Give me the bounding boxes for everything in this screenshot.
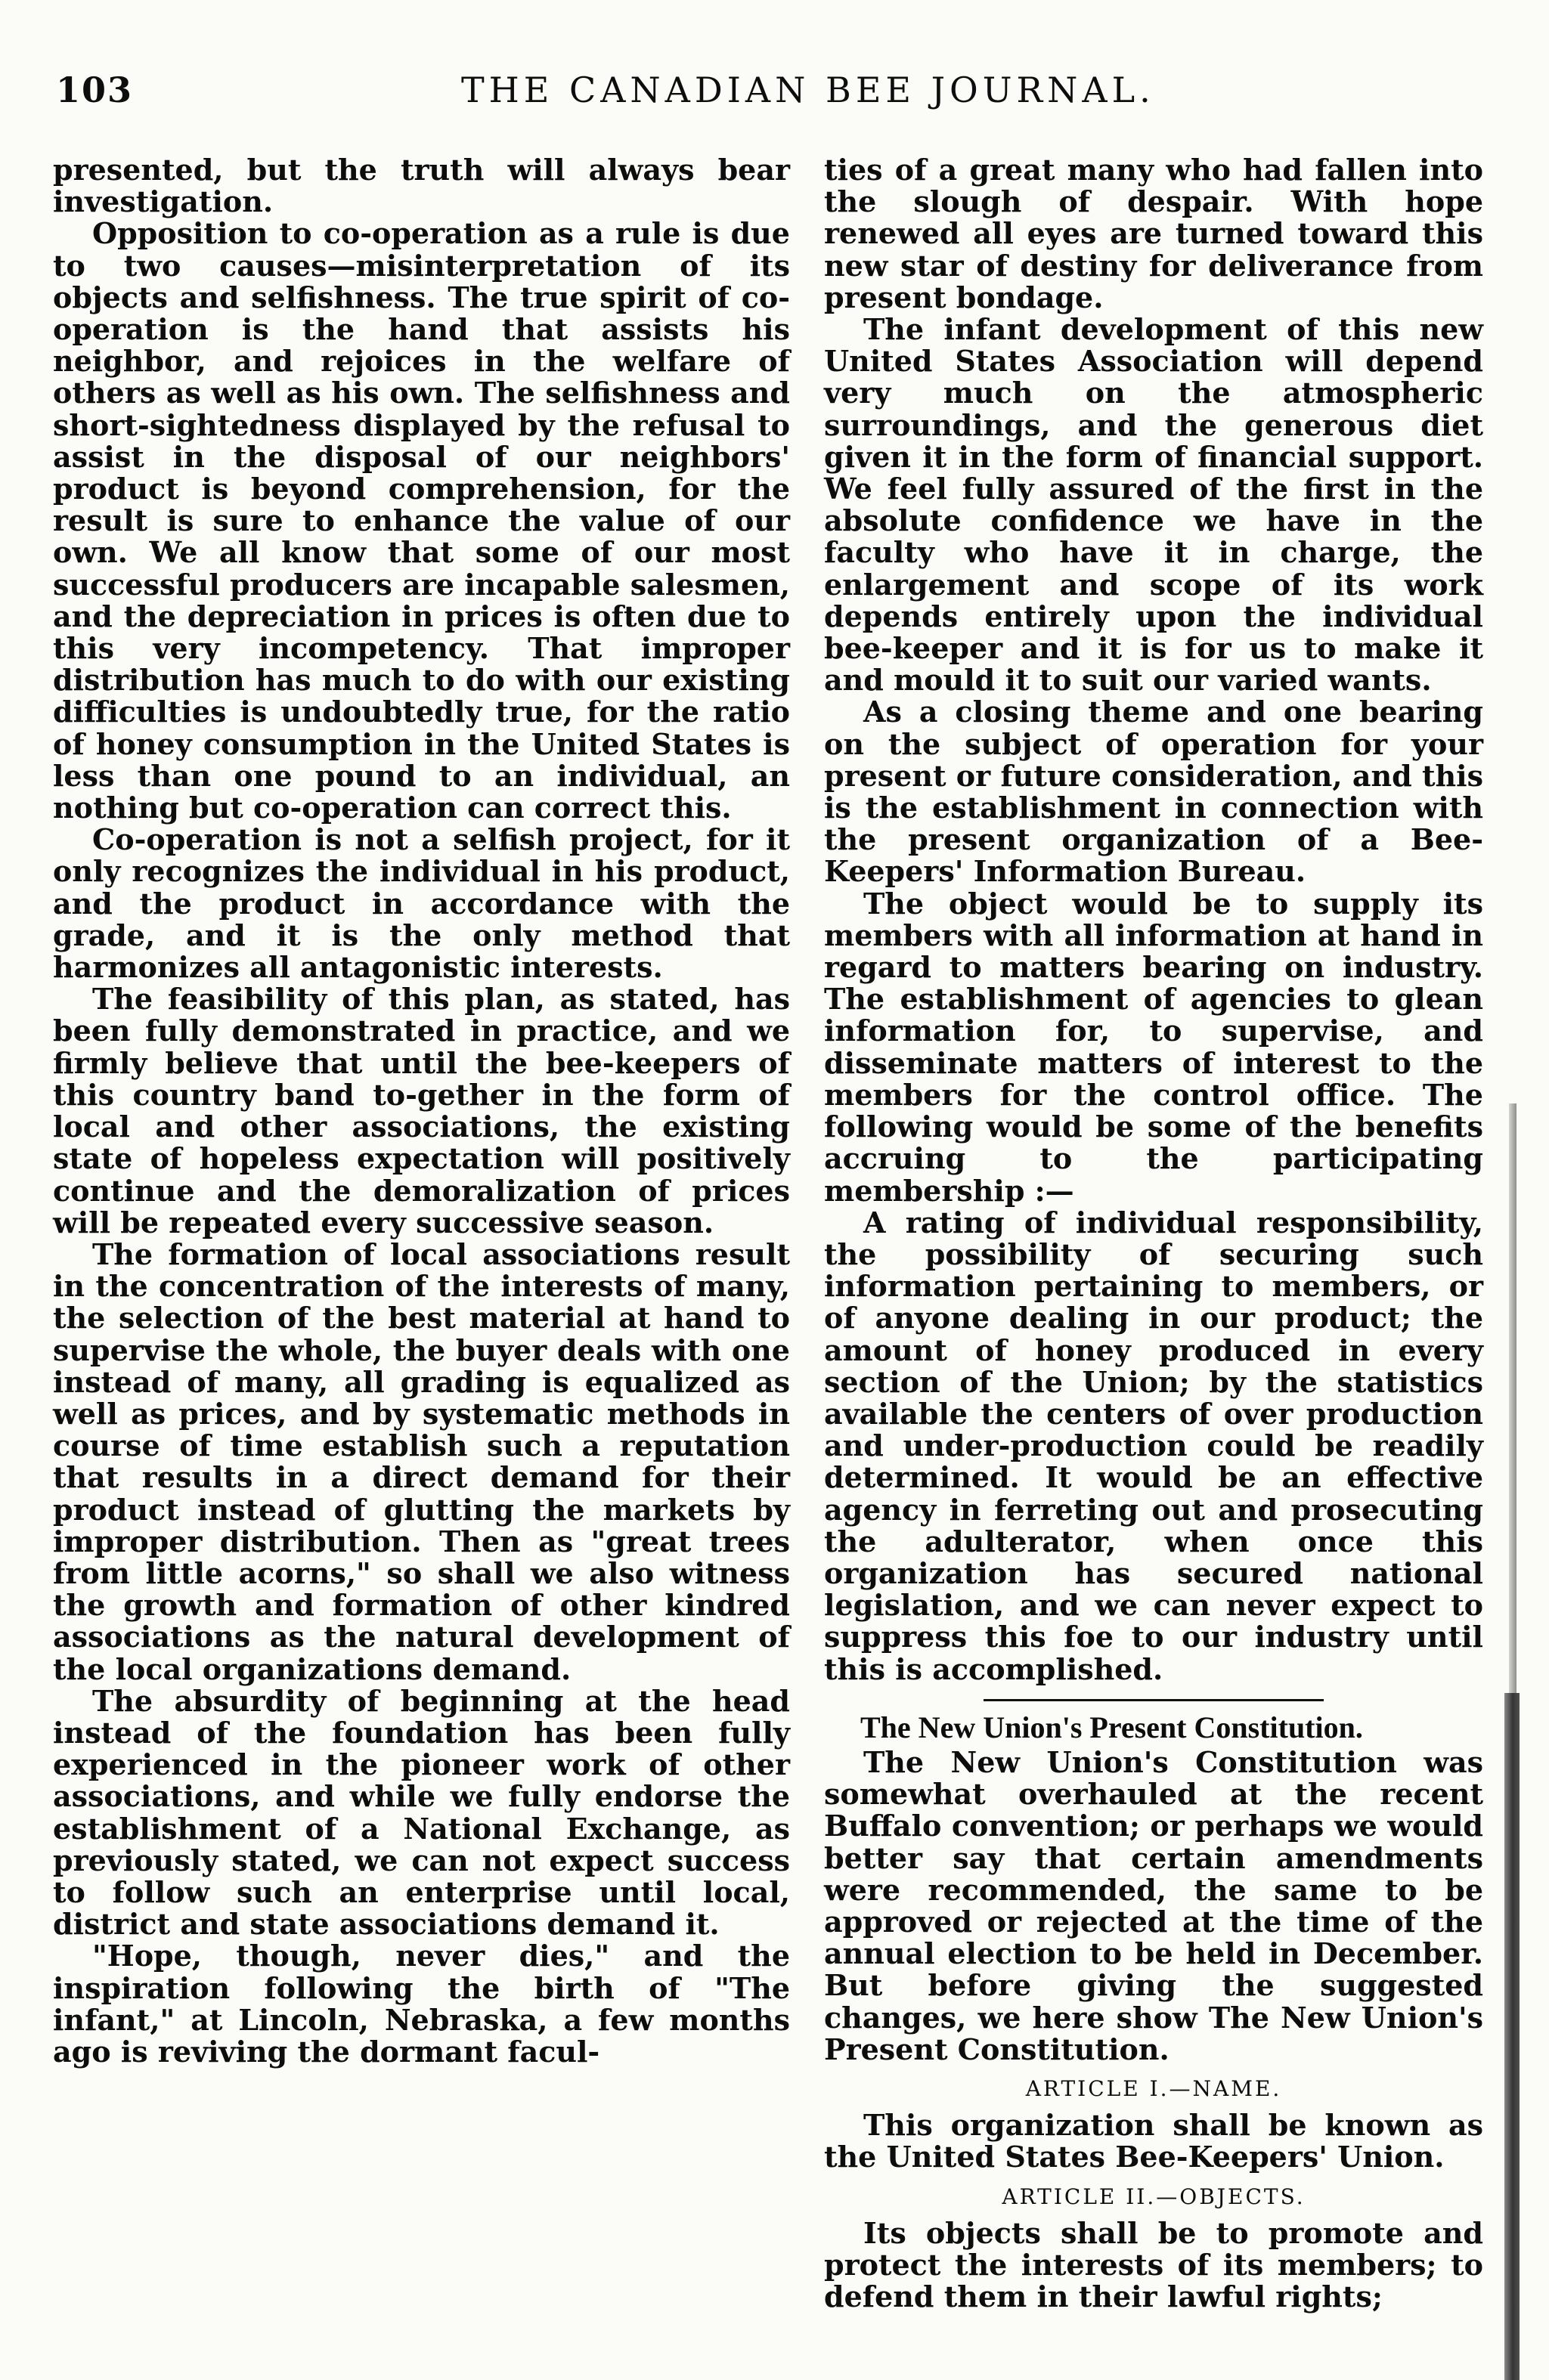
paragraph: ties of a great many who had fallen into the slough of despair. With hope renewed all eyes are turned toward this new star of destiny for deliverance from present bondage. — [824, 153, 1483, 314]
paragraph: A rating of individual responsibility, the possibility of securing such information pertaining to members, or of anyone dealing in our product; the amount of honey produced in every section of the Union; by the statistics available the centers of over production and under-production could be readily determined. It would be an effective agency in ferreting out and prosecuting the adulterator, when once this organization has secured national legislation, and we can never expect to suppress this foe to our industry until this is accomplished. — [824, 1205, 1483, 1686]
paragraph: The feasibility of this plan, as stated, has been fully demonstrated in practice, and we firmly believe that until the bee-keepers of this country band to-gether in the form of local and other associations, the existing state of hopeless expectation will positively continue and the demoralization of prices will be repeated every successive season. — [53, 982, 790, 1240]
article-heading: ARTICLE II.—OBJECTS. — [1002, 2183, 1306, 2209]
paragraph: Co-operation is not a selfish project, for it only recognizes the individual in his product, and the product in accordance with the grade, and it is the only method that harmonizes all antagonistic interests. — [53, 822, 790, 985]
paragraph: The formation of local associations result in the concentration of the interests of many, the selection of the best material at hand to supervise the whole, the buyer deals with one instead of many, all grading is equalized as well as prices, and by systematic methods in course of time establish such a reputation that results in a direct demand for their product instead of glutting the markets by improper distribution. Then as "great trees from little acorns," so shall we also witness the growth and formation of other kindred associations as the natural development of the local organizations demand. — [53, 1236, 790, 1686]
paragraph: presented, but the truth will always bear investigation. — [53, 153, 790, 219]
paragraph: The object would be to supply its members with all information at hand in regard to matters bearing on industry. The establishment of agencies to glean information for, to supervise, and disseminate matters of interest to the members for the control office. The following would be some of the benefits accruing to the participating membership :— — [824, 886, 1483, 1208]
article-heading: ARTICLE I.—NAME. — [1025, 2075, 1282, 2101]
page-number: 103 — [56, 70, 134, 110]
paragraph: The infant development of this new United States Association will depend very much on the atmospheric surroundings, and the generous diet given it in the form of financial support. We feel fully assured of the first in the absolute confidence we have in the faculty who have it in charge, the enlargement and scope of its work depends entirely upon the individual bee-keeper and it is for us to make it and mould it to suit our varied wants. — [824, 312, 1483, 698]
page-edge-shadow — [1509, 1103, 1516, 1693]
running-head — [0, 70, 1549, 122]
right-column — [824, 154, 1483, 2313]
left-column — [53, 154, 790, 2068]
section-divider — [984, 1699, 1324, 1701]
paragraph: Its objects shall be to promote and protect the interests of its members; to defend them in their lawful rights; — [824, 2215, 1483, 2314]
section-heading: The New Union's Present Constitution. — [860, 1710, 1363, 1744]
paragraph: Opposition to co-operation as a rule is due to two causes—misinterpretation of its objects and selfishness. The true spirit of co-operation is the hand that assists his neighbor, and rejoices in the welfare of others as well as his own. The selfishness and short-sightedness displayed by the refusal to assist in the disposal of our neighbors' product is beyond comprehension, for the result is sure to enhance the value of our own. We all know that some of our most successful producers are incapable salesmen, and the depreciation in prices is often due to this very incompetency. That improper distribution has much to do with our existing difficulties is undoubtedly true, for the ratio of honey consumption in the United States is less than one pound to an individual, an nothing but co-operation can correct this. — [53, 216, 790, 825]
paragraph: As a closing theme and one bearing on the subject of operation for your present or future consideration, and this is the establishment in connection with the present organization of a Bee-Keepers' Information Bureau. — [824, 695, 1483, 889]
paragraph: This organization shall be known as the United States Bee-Keepers' Union. — [824, 2108, 1483, 2174]
paragraph: "Hope, though, never dies," and the inspiration following the birth of "The infant," at Lincoln, Nebraska, a few months ago is reviving the dormant facul- — [53, 1939, 790, 2069]
paragraph: The absurdity of beginning at the head instead of the foundation has been fully experienced in the pioneer work of other associations, and while we fully endorse the establishment of a National Exchange, as previously stated, we can not expect success to follow such an enterprise until local, district and state associations demand it. — [53, 1683, 790, 1942]
paragraph: The New Union's Constitution was somewhat overhauled at the recent Buffalo convention; or perhaps we would better say that certain amendments were recommended, the same to be approved or rejected at the time of the annual election to be held in December. But before giving the suggested changes, we here show The New Union's Present Constitution. — [824, 1744, 1483, 2066]
page-edge-shadow — [1504, 1693, 1520, 2380]
journal-title: THE CANADIAN BEE JOURNAL. — [461, 70, 1155, 110]
